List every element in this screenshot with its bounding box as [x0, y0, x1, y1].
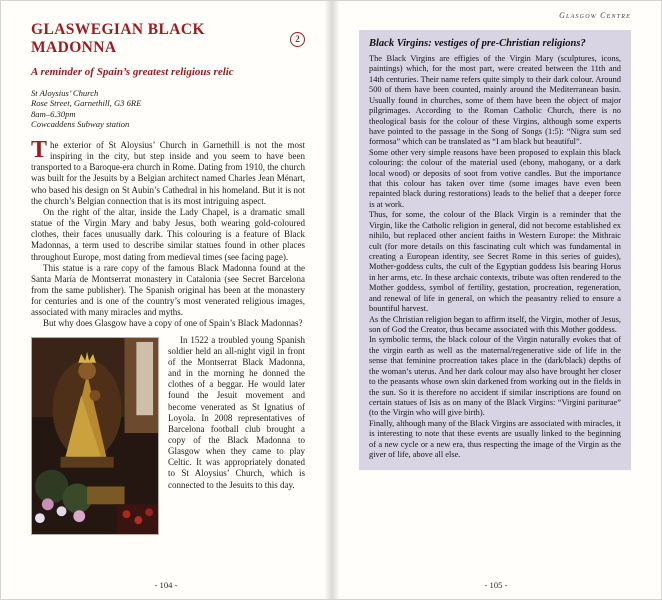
page-number-right: - 105 - [484, 580, 508, 590]
statue-photo-illustration [32, 338, 158, 534]
body-paragraph: But why does Glasgow have a copy of one of Spain’s Black Madonnas? [43, 318, 303, 329]
title-row [31, 21, 305, 57]
photo-and-text-block [31, 335, 305, 537]
box-title: Black Virgins: vestiges of pre-Christian religions? [369, 38, 586, 49]
box-paragraph: The Black Virgins are effigies of the Virgin Mary (sculptures, icons, paintings) which, for the most part, were created between the 11th and 14th centuries. Their name refers quite simply to their dark colour. Around 500 of them have been counted, mainly around the Mediterranean basin. Usually found in churches, some of them have been the object of major pilgrimages. According to the Roman Catholic Church, there is no theological basis for the colour of these Virgins, although some experts have pointed to the passage in the Song of Songs (1:5): “Nigra sum sed formosa” which can be translated as “I am black but beautiful”. [369, 54, 621, 147]
body-paragraph: This statue is a rare copy of the famous Black Madonna found at the Santa María de Montserrat monastery in Catalonia (see Secret Barcelona from the same publisher). The Spanish original has been at the monastery for centuries and is one of the country’s most venerated religious images, associated with many miracles and myths. [31, 262, 305, 318]
chapter-number-badge: 2 [290, 32, 305, 47]
page-subtitle: A reminder of Spain’s greatest religious relic [31, 66, 234, 78]
right-page [331, 1, 661, 600]
madonna-photo [31, 337, 159, 535]
running-header: Glasgow Centre [559, 11, 631, 20]
page-title: GLASWEGIAN BLACK MADONNA [31, 21, 205, 56]
info-line-venue: St Aloysius’ Church [31, 88, 99, 98]
info-line-address: Rose Street, Garnethill, G3 6RE [31, 98, 142, 109]
body-paragraph: The exterior of St Aloysius’ Church in Garnethill is not the most inspiring in the city, but step inside and you seem to have been transported to a Baroque-era church in Rome. Dating from 1910, the church was built for the Jesuits by a Belgian architect named Charles Jean Ménart, who based his design on St Aubin’s Cathedral in his homeland. But it is not the church’s Belgian connection that is its most intriguing aspect. [31, 136, 305, 206]
visitor-info [31, 88, 305, 130]
box-paragraph: As the Christian religion began to affirm itself, the Virgin, mother of Jesus, son of God the Creator, thus became associated with this Mother goddess. [369, 314, 621, 334]
box-paragraph: Thus, for some, the colour of the Black Virgin is a reminder that the Virgin, like the Catholic religion in general, did not become established ex nihilo, but replaced other ancient faiths in Western Europe: the Mithraic cult (for more details on this fascinating cult which was fundamental in creating a European identity, see Secret Rome in this series of guides), Mother-goddess cults, the cult of the Egyptian goddess Isis bearing Horus in her arms, etc. In these archaic contexts, tribute was often rendered to the Mother goddess, symbol of fertility, gestation, procreation, regeneration, and renewal of life in general, on which the peasantry relied to ensure a bountiful harvest. [369, 210, 621, 314]
box-paragraph: Some other very simple reasons have been proposed to explain this black colouring: the colour of the material used (ebony, mahogany, or a dark local wood) or deposits of soot from votive candles. But the importance that this colour has taken over time (some images have even been repainted black during restorations) leads to the belief that a deeper force is at work. [369, 147, 621, 209]
box-paragraph: In symbolic terms, the black colour of the Virgin naturally evokes that of the virgin earth as well as the maternal/regenerative side of life in the sense that feminine procreation takes place in the (dark/black) depths of the woman’s uterus. And her dark colour may also have brought her closer to the peasants whose own skin darkened from working out in the fields in the sun. So it is therefore no accident if similar inscriptions are found on certain statues of Isis as on many of the Black Virgins: “Virgini pariturae” (to the Virgin who will give birth). [369, 335, 621, 418]
info-line-transport: Cowcaddens Subway station [31, 119, 130, 130]
left-page [1, 1, 331, 600]
box-paragraph: Finally, although many of the Black Virgins are associated with miracles, it is interesting to note that these events are usually linked to the beginning of a new cycle or a new era, thus respecting the image of the Virgin as the giver of life, above all else. [369, 418, 621, 460]
body-paragraph: On the right of the altar, inside the Lady Chapel, is a dramatic small statue of the Virgin Mary and baby Jesus, both wearing gold-coloured clothes, their faces unusually dark. This colouring is a feature of Black Madonnas, a term used to describe similar statues found in other places throughout Europe, most dating from medieval times (see facing page). [31, 206, 305, 262]
info-line-hours: 8am–6.30pm [31, 108, 76, 119]
page-number-left: - 104 - [154, 580, 178, 590]
body-paragraph: In 1522 a troubled young Spanish soldier held an all-night vigil in front of the Montserrat Black Madonna, and in the morning he donned the clothes of a beggar. He would later found the Jesuit movement and become venerated as St Ignatius of Loyola. In 2008 representatives of Barcelona football club brought a copy of the Black Madonna to Glasgow when they came to play Celtic. It was appropriately donated to St Aloysius’ Church, which is connected to the Jesuits to this day. [168, 334, 305, 490]
sidebar-box [359, 30, 631, 470]
article-body [31, 136, 305, 537]
